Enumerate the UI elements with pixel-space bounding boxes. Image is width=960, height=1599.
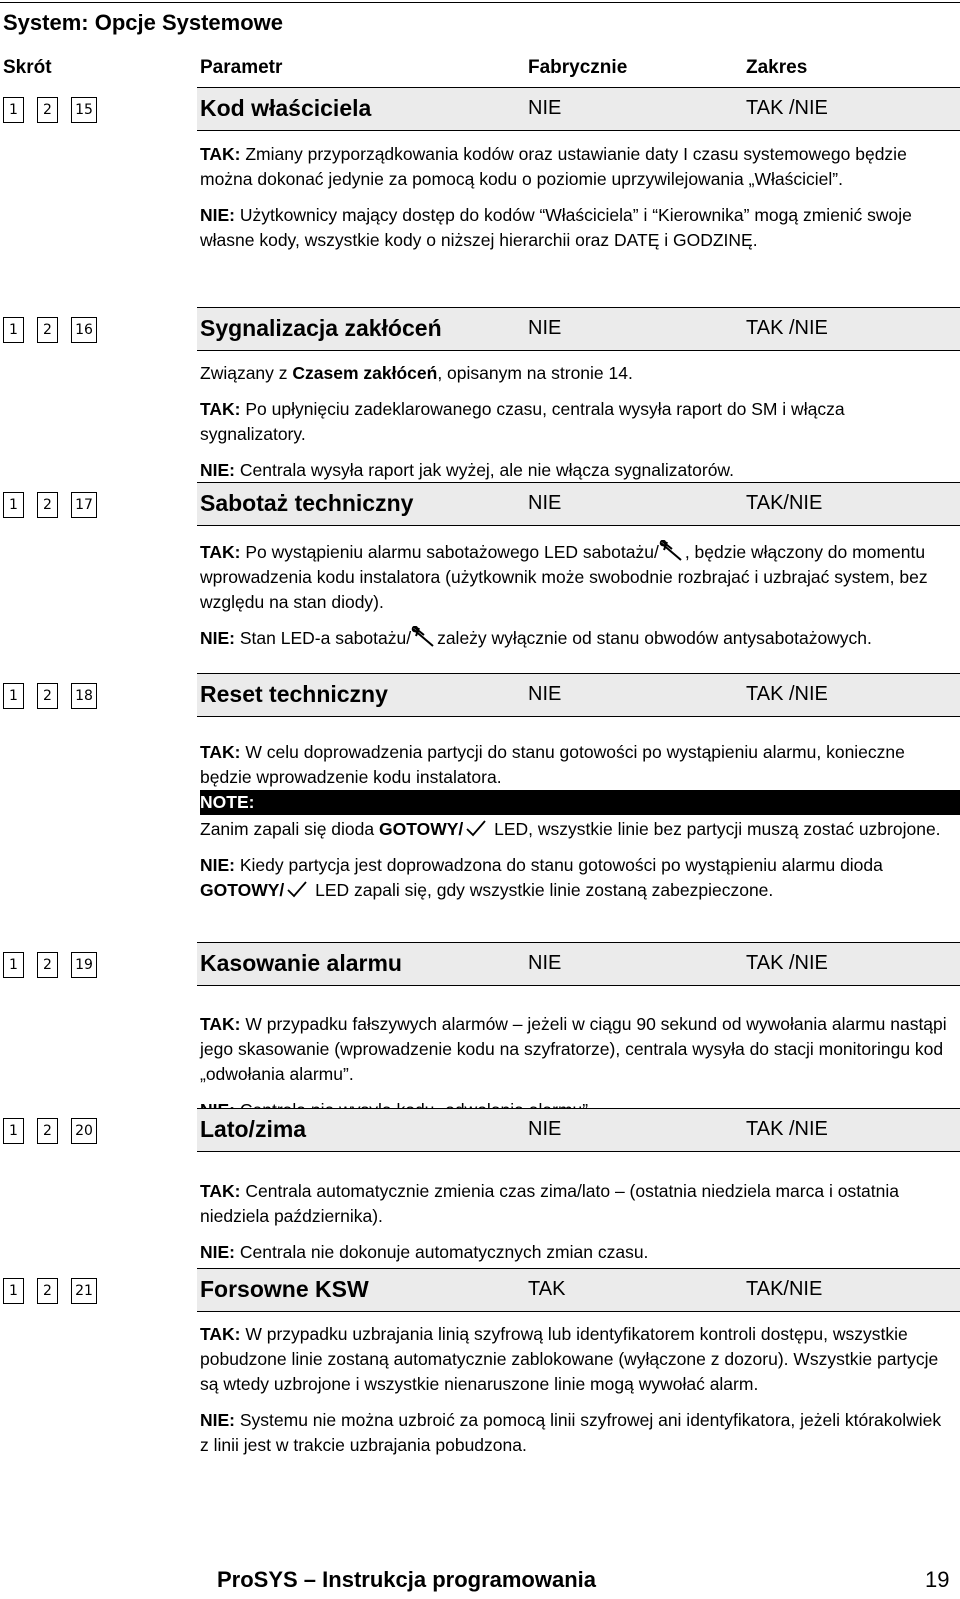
option-header-19 (0, 942, 960, 986)
key: 1 (3, 683, 24, 709)
note-text: LED, wszystkie linie bez partycji muszą zostać uzbrojone. (489, 819, 941, 839)
option-header-15 (0, 87, 960, 131)
column-header-factory: Fabrycznie (528, 57, 628, 78)
factory-value: NIE (528, 492, 562, 514)
parameter-name: Forsowne KSW (200, 1276, 369, 1302)
key: 1 (3, 97, 24, 123)
key: 1 (3, 492, 24, 518)
key-sequence (3, 1278, 97, 1304)
tak-label: TAK: (200, 144, 241, 164)
factory-value: NIE (528, 97, 562, 119)
key-sequence (3, 952, 97, 978)
factory-value: NIE (528, 952, 562, 974)
key: 16 (71, 317, 97, 343)
option-description-18 (200, 740, 952, 914)
intro-text: Związany z (200, 363, 293, 383)
factory-value: NIE (528, 683, 562, 705)
column-header-parameter: Parametr (200, 57, 283, 78)
key: 1 (3, 1118, 24, 1144)
nie-text: LED zapali się, gdy wszystkie linie zostaną zabezpieczone. (310, 880, 774, 900)
option-description-20 (200, 1179, 952, 1276)
tak-text: Po upłynięciu zadeklarowanego czasu, centrala wysyła raport do SM i włącza sygnalizatory. (200, 399, 845, 444)
nie-label: NIE: (200, 855, 235, 875)
nie-text: Centrala wysyła raport jak wyżej, ale nie włącza sygnalizatorów. (235, 460, 734, 480)
key: 2 (37, 492, 58, 518)
tak-label: TAK: (200, 542, 241, 562)
nie-text: Systemu nie można uzbroić za pomocą linii szyfrowej ani identyfikatora, jeżeli którakolwiek z linii jest w trakcie uzbrajania pobudzona. (200, 1410, 942, 1455)
note-text: Zanim zapali się dioda (200, 819, 379, 839)
key: 2 (37, 683, 58, 709)
range-value: TAK/NIE (746, 492, 823, 514)
nie-text: Użytkownicy mający dostęp do kodów “Właściciela” i “Kierownika” mogą zmienić swoje własne kody, wszystkie kody o niższej hierarchii oraz DATĘ i GODZINĘ. (200, 205, 912, 250)
checkmark-icon (463, 819, 489, 839)
range-value: TAK /NIE (746, 97, 828, 119)
parameter-name: Reset techniczny (200, 681, 388, 707)
option-header-20 (0, 1108, 960, 1152)
tak-text: Zmiany przyporządkowania kodów oraz ustawianie daty I czasu systemowego będzie można dokonać jedynie za pomocą kodu o poziomie uprzywilejowania „Właściciel”. (200, 144, 907, 189)
tak-text: , będzie włączony do momentu wprowadzenia kodu instalatora (użytkownik może swobodnie rozbrajać i uzbrajać system, bez względu na stan diody). (200, 542, 928, 612)
footer-title: ProSYS – Instrukcja programowania (217, 1567, 597, 1592)
scissors-tamper-icon (659, 540, 685, 562)
tak-text: Po wystąpieniu alarmu sabotażowego LED sabotażu/ (240, 542, 659, 562)
nie-label: NIE: (200, 205, 235, 225)
tak-label: TAK: (200, 742, 241, 762)
option-description-16 (200, 361, 952, 494)
intro-text: , opisanym na stronie 14. (437, 363, 633, 383)
key: 20 (71, 1118, 97, 1144)
tak-text: W przypadku fałszywych alarmów – jeżeli w ciągu 90 sekund od wywołania alarmu nastąpi jego skasowanie (wprowadzenie kodu na szyfratorze), centrala wysyła do stacji monitoringu kod „odwołania alarmu”. (200, 1014, 947, 1084)
key: 18 (71, 683, 97, 709)
key: 1 (3, 1278, 24, 1304)
key: 2 (37, 97, 58, 123)
option-header-17 (0, 482, 960, 526)
tak-text: Centrala automatycznie zmienia czas zima/lato – (ostatnia niedziela marca i ostatnia niedziela października). (200, 1181, 900, 1226)
intro-bold: Czasem zakłóceń (292, 363, 438, 383)
parameter-name: Lato/zima (200, 1116, 307, 1142)
key: 15 (71, 97, 97, 123)
top-rule (0, 2, 960, 3)
parameter-name: Sabotaż techniczny (200, 490, 414, 516)
scissors-tamper-icon (411, 626, 437, 648)
tak-label: TAK: (200, 1181, 241, 1201)
nie-text: Kiedy partycja jest doprowadzona do stanu gotowości po wystąpieniu alarmu dioda (235, 855, 883, 875)
range-value: TAK /NIE (746, 317, 828, 339)
nie-text: Centrala nie dokonuje automatycznych zmian czasu. (235, 1242, 649, 1262)
key-sequence (3, 317, 97, 343)
factory-value: NIE (528, 1118, 562, 1140)
option-header-18 (0, 673, 960, 717)
key-sequence (3, 97, 97, 123)
parameter-name: Sygnalizacja zakłóceń (200, 315, 442, 341)
factory-value: TAK (528, 1278, 566, 1300)
parameter-name: Kod właściciela (200, 95, 372, 121)
option-header-16 (0, 307, 960, 351)
column-header-shortcut: Skrót (3, 57, 52, 78)
range-value: TAK /NIE (746, 952, 828, 974)
checkmark-icon (284, 880, 310, 900)
key: 2 (37, 952, 58, 978)
page-title: System: Opcje Systemowe (3, 10, 284, 35)
nie-label: NIE: (200, 628, 235, 648)
range-value: TAK /NIE (746, 683, 828, 705)
key: 1 (3, 952, 24, 978)
key: 21 (71, 1278, 97, 1304)
factory-value: NIE (528, 317, 562, 339)
key: 2 (37, 1118, 58, 1144)
option-description-21 (200, 1322, 952, 1469)
key: 2 (37, 317, 58, 343)
ready-label: GOTOWY/ (378, 819, 464, 839)
column-header-range: Zakres (746, 57, 808, 78)
option-header-21 (0, 1268, 960, 1312)
nie-text: zależy wyłącznie od stanu obwodów antysabotażowych. (437, 628, 872, 648)
key: 2 (37, 1278, 58, 1304)
key: 19 (71, 952, 97, 978)
tak-text: W przypadku uzbrajania linią szyfrową lub identyfikatorem kontroli dostępu, wszystkie pobudzone linie zostaną automatycznie zablokowane (wyłączone z dozoru). Wszystkie partycje są wtedy uzbrojone i wszystkie nienaruszone linie mogą wywołać alarm. (200, 1324, 939, 1394)
note-label: NOTE: (200, 790, 960, 815)
key: 17 (71, 492, 97, 518)
key-sequence (3, 1118, 97, 1144)
key: 1 (3, 317, 24, 343)
option-description-15 (200, 142, 952, 264)
key-sequence (3, 683, 97, 709)
tak-label: TAK: (200, 1324, 241, 1344)
page-number: 19 (925, 1567, 950, 1592)
parameter-name: Kasowanie alarmu (200, 950, 402, 976)
nie-text: Stan LED-a sabotażu/ (235, 628, 412, 648)
tak-label: TAK: (200, 399, 241, 419)
tak-text: W celu doprowadzenia partycji do stanu gotowości po wystąpieniu alarmu, konieczne będzie wprowadzenie kodu instalatora. (200, 742, 905, 787)
nie-label: NIE: (200, 460, 235, 480)
tak-label: TAK: (200, 1014, 241, 1034)
range-value: TAK /NIE (746, 1118, 828, 1140)
nie-label: NIE: (200, 1242, 235, 1262)
ready-label: GOTOWY/ (200, 880, 285, 900)
option-description-17 (200, 540, 952, 662)
key-sequence (3, 492, 97, 518)
nie-label: NIE: (200, 1410, 235, 1430)
range-value: TAK/NIE (746, 1278, 823, 1300)
